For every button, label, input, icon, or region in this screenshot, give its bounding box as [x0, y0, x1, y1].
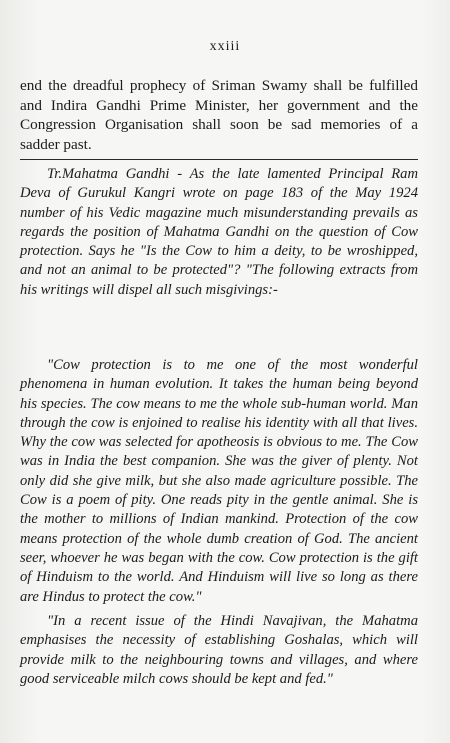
prophecy-text: end the dreadful prophecy of Sriman Swamy shall be fulfilled and Indira Gandhi Prime Minister, her government and the Congression Organisation shall soon be sad memories of a sadder past. [20, 77, 418, 153]
page-number: xxiii [209, 39, 241, 54]
navajivan-quote [20, 612, 418, 689]
footnote-block [20, 165, 418, 300]
footnote-text: Tr.Mahatma Gandhi - As the late lamented Principal Ram Deva of Gurukul Kangri wrote on page 183 of the May 1924 number of his Vedic magazine much misunderstanding prevails as regards the position of Mahatma Gandhi on the question of Cow protection. Says he "Is the Cow to him a deity, to be wroshipped, and not an animal to be protected"? "The following extracts from his writings will dispel all such misgivings:- [20, 166, 418, 298]
navajivan-quote-text: "In a recent issue of the Hindi Navajivan, the Mahatma emphasises the necessity of establishing Goshalas, which will provide milk to the neighbouring towns and villages, and where good serviceable milch cows should be kept and fed." [20, 613, 418, 687]
cow-protection-quote [20, 356, 418, 607]
footnote-divider [20, 159, 418, 160]
prophecy-paragraph [20, 76, 418, 154]
cow-protection-quote-text: "Cow protection is to me one of the most wonderful phenomena in human evolution. It takes the human being beyond his species. The cow means to me the whole sub-human world. Man through the cow is enjoined to realise his identity with all that lives. Why the cow was selected for apotheosis is obvious to me. The Cow was in India the best companion. She was the giver of plenty. Not only did she give milk, but she also made agriculture possible. The Cow is a poem of pity. One reads pity in the gentle animal. She is the mother to millions of Indian mankind. Protection of the cow means protection of the whole dumb creation of God. The ancient seer, whoever he was began with the cow. Cow protection is the gift of Hinduism to the world. And Hinduism will live so long as there are Hindus to protect the cow." [20, 357, 418, 605]
